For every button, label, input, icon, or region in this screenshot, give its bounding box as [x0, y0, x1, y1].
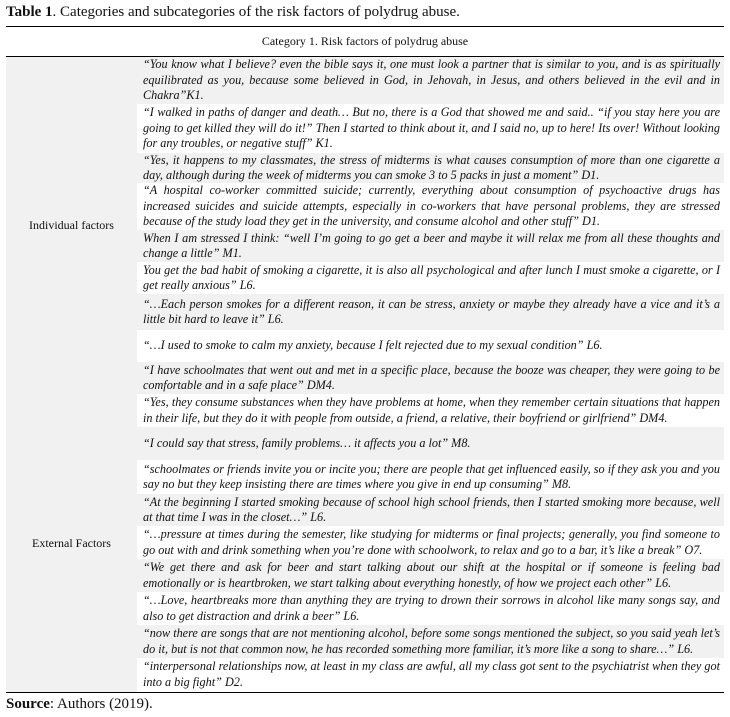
quote-text: “I have schoolmates that went out and met in a specific place, because the booze was cheaper, they were going to be comfortable and in a safe place” DM4.	[143, 362, 720, 392]
quote-text: “You know what I believe? even the bible says it, one must look a partner that is similar to you, and is as spiritually equilibrated as you, because some believed in God, in Jehovah, in Jesus, and others believed in the evil and in Chakra”K1.	[143, 57, 720, 103]
quote-text: You get the bad habit of smoking a cigarette, it is also all psychological and after lunch I must smoke a cigarette, or I get really anxious” L6.	[143, 262, 720, 292]
quote-text: “…Love, heartbreaks more than anything they are trying to drown their sorrows in alcohol like many songs say, and also to get distraction and drink a beer” L6.	[143, 593, 720, 623]
subcategory-individual-factors: Individual factors	[29, 218, 114, 232]
quotes-column	[137, 57, 724, 692]
subcategory-column	[6, 57, 137, 692]
table-caption-text: . Categories and subcategories of the risk factors of polydrug abuse.	[52, 4, 460, 20]
quote-row	[137, 362, 724, 394]
quote-row	[137, 262, 724, 294]
quote-text: “now there are songs that are not mentioning alcohol, before some songs mentioned the subject, so you said yeah let’s do it, but is not that common now, he has recorded something more familiar, it’s more like a song to share…” L6.	[143, 626, 720, 656]
quote-row	[137, 153, 724, 183]
quote-row	[137, 230, 724, 262]
table-caption-label: Table 1	[6, 4, 53, 20]
quote-row	[137, 494, 724, 526]
category-header: Category 1. Risk factors of polydrug abuse	[6, 27, 724, 57]
quote-text: “A hospital co-worker committed suicide; currently, everything about consumption of psychoactive drugs has increased suicides and suicide attempts, especially in co-workers that have personal problems, they are stressed because of the study load they get in the university, and consume alcohol and other stuff” D1.	[143, 183, 720, 229]
quote-row	[137, 394, 724, 427]
quote-row	[137, 57, 724, 104]
quote-text: “Yes, they consume substances when they have problems at home, when they remember certain situations that happen in their life, but they do it with people from outside, a friend, a relative, their boyfriend or girlfriend” DM4.	[143, 395, 720, 425]
table-source	[6, 695, 153, 713]
risk-factors-table	[6, 26, 724, 693]
quote-row	[137, 330, 724, 362]
quote-row	[137, 658, 724, 691]
quote-text: “…Each person smokes for a different reason, it can be stress, anxiety or maybe they already have a vice and it’s a little bit hard to leave it” L6.	[143, 296, 720, 326]
source-label: Source	[6, 696, 50, 712]
quote-text: “…I used to smoke to calm my anxiety, because I felt rejected due to my sexual condition” L6.	[143, 338, 603, 353]
quote-row	[137, 625, 724, 658]
quote-row	[137, 592, 724, 625]
subcategory-external-factors: External Factors	[32, 535, 111, 550]
table-body	[6, 57, 724, 692]
quote-text: “schoolmates or friends invite you or incite you; there are people that get influenced easily, so if they ask you and you say no but they keep insisting there are times where you give in end up consuming” M8.	[143, 461, 720, 491]
quote-text: When I am stressed I think: “well I’m going to go get a beer and maybe it will relax me from all these thoughts and change a little” M1.	[143, 230, 720, 260]
quote-row	[137, 183, 724, 230]
quote-text: “…pressure at times during the semester, like studying for midterms or final projects; generally, you find someone to go out with and drink something when you’re done with schoolwork, to relax and go to a bar, it’s like a break” O7.	[143, 527, 720, 557]
quote-row	[137, 526, 724, 559]
quote-row	[137, 460, 724, 494]
quote-text: “We get there and ask for beer and start talking about our shift at the hospital or if someone is feeling bad emotionally or is heartbroken, we start talking about everything honestly, of how we project each other” L6.	[143, 560, 720, 590]
quote-text: “I walked in paths of danger and death… But no, there is a God that showed me and said.. “if you stay here you are going to get killed they will do it!” Then I started to think about it, and I said no, up to here! Its over! Without looking for any troubles, or negative stuff” K1.	[143, 105, 720, 151]
quote-text: “Yes, it happens to my classmates, the stress of midterms is what causes consumption of more than one cigarette a day, although during the week of midterms you can smoke 3 to 5 packs in just a moment” D1.	[143, 152, 720, 182]
quote-row	[137, 294, 724, 330]
quote-text: “At the beginning I started smoking because of school high school friends, then I started smoking more because, well at that time I was in the closet…” L6.	[143, 494, 720, 524]
source-text: : Authors (2019).	[49, 696, 153, 712]
quote-text: “I could say that stress, family problems… it affects you a lot” M8.	[143, 435, 471, 450]
quote-text: “interpersonal relationships now, at least in my class are awful, all my class got sent to the psychiatrist when they got into a big fight” D2.	[143, 659, 720, 689]
quote-row	[137, 559, 724, 592]
table-caption	[6, 3, 460, 21]
quote-row	[137, 104, 724, 153]
quote-row	[137, 427, 724, 460]
